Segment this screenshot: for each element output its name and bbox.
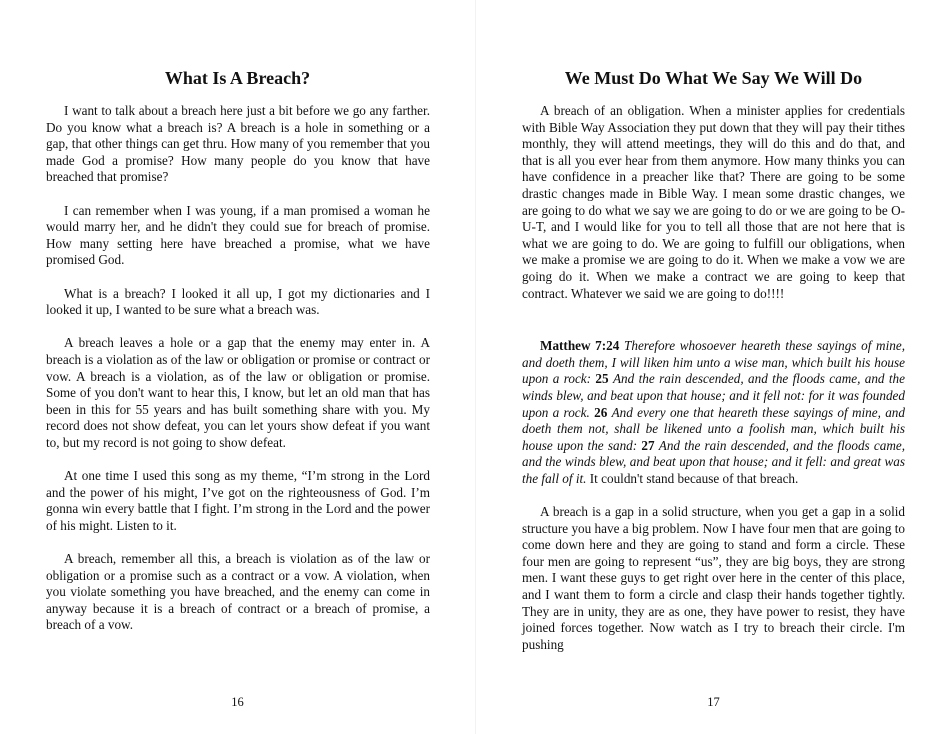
right-paragraph: A breach of an obligation. When a minister applies for credentials with Bible Way Association they put down that they will pay their tithes monthly, they will attend meetings, they will do this and do that, and that is all you ever hear from them anymore. How many thinks you can have confidence in a preacher like that? There are going to be some drastic changes made in Bible Way. I mean some drastic changes, we are going to do what we say we are going to do or we are going to be O-U-T, and I would like for you to tell all those that are not here that is what we are going to do. We are going to fulfill our obligations, when we make a promise we are going to do it. When we make a vow we are going do it. When we make a contract we are going to keep that contract. Whatever we said we are going to do!!!!	[522, 103, 905, 301]
left-page	[0, 0, 475, 734]
verse-text: Therefore whosoever heareth these sayings of mine, and doeth them, I will liken him unto a wise man, which built his house upon a rock:	[522, 338, 905, 387]
scripture-quote	[522, 338, 905, 487]
scripture-reference: Matthew 7:24	[540, 338, 620, 354]
left-page-title: What Is A Breach?	[164, 68, 311, 88]
verse-commentary: It couldn't stand because of that breach.	[589, 470, 799, 486]
verse-number: 26	[594, 404, 608, 420]
right-page	[476, 0, 951, 734]
left-paragraph: I can remember when I was young, if a man promised a woman he would marry her, and he didn't they could sue for breach of promise. How many setting here have breached a promise, what we have promised God.	[46, 202, 430, 268]
verse-text: And every one that heareth these sayings of mine, and doeth them not, shall be likened unto a foolish man, which built his house upon the sand:	[522, 404, 905, 453]
left-page-body	[46, 103, 430, 651]
right-page-body	[522, 103, 905, 670]
verse-number: 25	[595, 371, 609, 387]
right-page-number: 17	[707, 695, 720, 709]
left-paragraph: At one time I used this song as my theme, “I’m strong in the Lord and the power of his might, I’ve got on the righteousness of God. I’m gonna win every battle that I fight. I’m strong in the Lord and the power of his might. Listen to it.	[46, 468, 430, 533]
verse-text: And the rain descended, and the floods came, and the winds blew, and beat upon that house; and it fell: and great was the fall of it.	[522, 437, 905, 486]
left-paragraph: A breach, remember all this, a breach is violation as of the law or obligation or a promise such as a contract or a vow. A violation, when you violate something you have breached, and the enemy can come in anyway because it is a breach of contract or a breach of promise, a breach of a vow.	[46, 551, 430, 633]
left-page-number: 16	[231, 695, 244, 709]
right-paragraph: A breach is a gap in a solid structure, when you get a gap in a solid structure you have a big problem. Now I have four men that are going to come down here and they are going to stand and form a circle. These four men are going to represent “us”, they are big boys, they are strong men. I want these guys to get right over here in the center of this place, and I want them to form a circle and clasp their hands together tightly. They are in unity, they are as one, they have power to resist, they have joined forces together. Now watch as I try to breach their circle. I'm pushing	[522, 504, 905, 652]
left-paragraph: A breach leaves a hole or a gap that the enemy may enter in. A breach is a violation as of the law or obligation or promise or contract or vow. A breach is a violation, as of the law or obligation or promise. Some of you don't want to hear this, I know, but let an old man that has been in this for 55 years and has built something share with you. My record does not show defeat, you can let yours show defeat if you want to, but my record is not going to show defeat.	[46, 335, 430, 450]
verse-number: 27	[641, 437, 655, 453]
verse-text: And the rain descended, and the floods came, and the winds blew, and beat upon that house; and it fell not: for it was founded upon a rock.	[522, 371, 906, 420]
left-paragraph: I want to talk about a breach here just a bit before we go any farther. Do you know what a breach is? A breach is a hole in something or a gap, that other things can get thru. How many of you remember that you made God a promise? How many people do you know that have breached that promise?	[46, 103, 430, 185]
left-paragraph: What is a breach? I looked it all up, I got my dictionaries and I looked it up, I wanted to be sure what a breach was.	[46, 285, 430, 318]
right-page-title: We Must Do What We Say We Will Do	[564, 68, 863, 88]
